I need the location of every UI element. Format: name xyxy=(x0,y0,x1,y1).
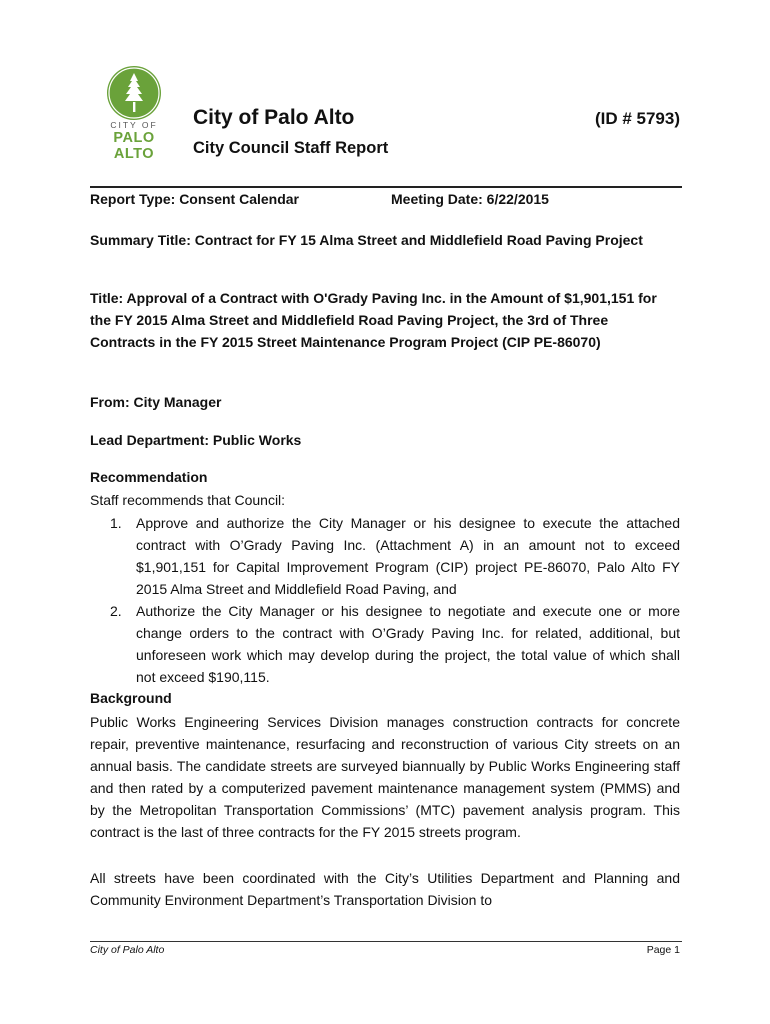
recommendation-intro: Staff recommends that Council: xyxy=(90,492,286,508)
footer-city: City of Palo Alto xyxy=(90,944,165,956)
list-item-text: Approve and authorize the City Manager or his designee to execute the attached contract with O’Grady Paving Inc. (Attachment A) in an amount not to exceed $1,901,151 for Capital Improvement Program (CIP) project PE-86070, Palo Alto FY 2015 Alma Street and Middlefield Road Paving, and xyxy=(136,515,680,597)
report-title: Title: Approval of a Contract with O'Grady Paving Inc. in the Amount of $1,901,151 for the FY 2015 Alma Street and Middlefield Road Paving Project, the 3rd of Three Contracts in the FY 2015 Street Maintenance Program Project (CIP PE-86070) xyxy=(90,290,657,350)
page-number: Page 1 xyxy=(646,944,680,956)
list-item xyxy=(90,600,680,688)
report-id: (ID # 5793) xyxy=(594,109,680,128)
report-name: City Council Staff Report xyxy=(193,139,389,157)
list-item-text: Authorize the City Manager or his designee to negotiate and execute one or more change orders to the contract with O’Grady Paving Inc. for related, additional, but unforeseen work which may develop during the project, the total value of which shall not exceed $190,115. xyxy=(136,603,680,685)
city-logo xyxy=(107,66,161,160)
recommendation-list xyxy=(90,512,680,688)
report-type: Report Type: Consent Calendar xyxy=(90,191,299,207)
logo-alto: ALTO xyxy=(113,146,155,162)
meeting-date: Meeting Date: 6/22/2015 xyxy=(391,191,549,207)
list-item-number: 2. xyxy=(110,603,122,619)
summary-title: Summary Title: Contract for FY 15 Alma Street and Middlefield Road Paving Project xyxy=(90,232,643,248)
lead-department: Lead Department: Public Works xyxy=(90,432,302,448)
logo-palo: PALO xyxy=(113,130,155,146)
list-item xyxy=(90,512,680,600)
background-paragraph: Public Works Engineering Services Division manages construction contracts for concrete repair, preventive maintenance, resurfacing and reconstruction of various City streets on an annual basis. The candidate streets are surveyed biannually by Public Works Engineering staff and then rated by a computerized pavement maintenance management system (PMMS) and by the Metropolitan Transportation Commissions’ (MTC) pavement analysis program. This contract is the last of three contracts for the FY 2015 streets program. xyxy=(90,714,680,840)
background-paragraph: All streets have been coordinated with the City’s Utilities Department and Planning and Community Environment Department’s Transportation Division to xyxy=(90,870,680,908)
city-title: City of Palo Alto xyxy=(193,106,355,129)
list-item-number: 1. xyxy=(110,515,122,531)
from-line: From: City Manager xyxy=(90,394,222,410)
recommendation-heading: Recommendation xyxy=(90,469,208,485)
background-heading: Background xyxy=(90,690,172,706)
footer-divider xyxy=(90,941,682,942)
tree-icon xyxy=(107,66,161,120)
logo-city-of: CITY OF xyxy=(110,120,158,130)
header-divider xyxy=(90,186,682,188)
